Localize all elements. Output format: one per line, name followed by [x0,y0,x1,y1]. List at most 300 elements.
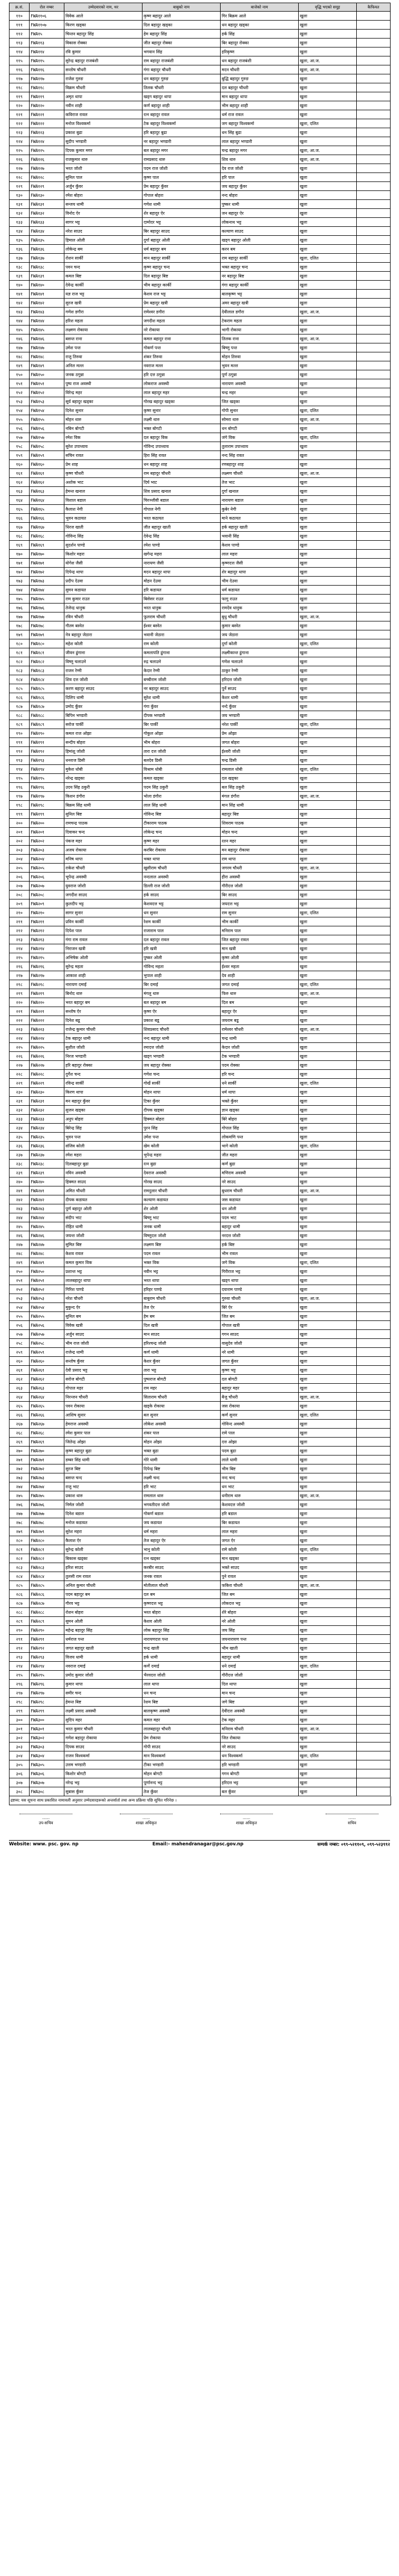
father-name-cell: धर्म बहादुर बम [142,245,221,254]
group-cell: खुला [299,1339,357,1348]
remarks-cell [357,1070,391,1079]
candidate-name-cell: मोहन थारु [64,415,142,424]
roll-number-cell: FWA१९२ [30,747,64,756]
serial-cell: १७० [10,550,30,559]
group-cell: खुला [299,1698,357,1707]
serial-cell: २४० [10,1177,30,1186]
father-name-cell: राम बहादुर चौधरी [142,469,221,478]
grandfather-name-cell: फिरु थारु [221,989,299,998]
roll-number-cell: FWA२७५ [30,1491,64,1500]
table-row [10,675,391,684]
group-cell: खुला [299,756,357,765]
grandfather-name-cell: जय जेठारा [221,630,299,639]
roll-number-cell: FWA२४४ [30,1213,64,1222]
roll-number-cell: FWA१३४ [30,227,64,236]
table-row [10,971,391,980]
serial-cell: २७७ [10,1509,30,1518]
remarks-cell [357,693,391,702]
serial-cell: २५४ [10,1303,30,1312]
father-name-cell: दल बम [142,1590,221,1599]
group-cell: खुला [299,1626,357,1635]
candidate-name-cell: अमृत थापा [64,92,142,101]
table-row [10,164,391,173]
group-cell: खुला [299,953,357,962]
serial-cell: ३०४ [10,1751,30,1760]
serial-cell: १२३ [10,128,30,137]
father-name-cell: हरि दत्त ठगुन्ना [142,370,221,379]
group-cell: खुला [299,1133,357,1142]
remarks-cell [357,191,391,200]
roll-number-cell: FWA१२० [30,101,64,110]
remarks-cell [357,1088,391,1097]
candidate-name-cell: सुरज खत्री [64,299,142,308]
candidate-name-cell: सुरेन्द्र महता [64,962,142,971]
remarks-cell [357,1554,391,1563]
remarks-cell [357,917,391,926]
group-cell: खुला, आ.ज. [299,65,357,74]
table-row [10,586,391,595]
candidate-name-cell: जितेन्द्र ओझा [64,1438,142,1447]
group-cell: खुला [299,83,357,92]
roll-number-cell: FWA१८५ [30,684,64,693]
remarks-cell [357,1653,391,1662]
group-cell: खुला [299,370,357,379]
group-cell: खुला [299,1420,357,1429]
father-name-cell: गोविन्द बिष्ट [142,810,221,819]
serial-cell: २६४ [10,1393,30,1402]
serial-cell: ११७ [10,74,30,83]
grandfather-name-cell: शेर बहादुर थापा [221,568,299,577]
grandfather-name-cell: टेकराम महता [221,317,299,325]
grandfather-name-cell: दयाराम पाण्डे [221,1285,299,1294]
serial-cell: २६२ [10,1375,30,1384]
grandfather-name-cell: केशव पाण्डे [221,541,299,550]
serial-cell: १८० [10,639,30,648]
remarks-cell [357,1491,391,1500]
remarks-cell [357,1689,391,1698]
candidate-name-cell: सुरेश उपाध्याय [64,442,142,451]
grandfather-name-cell: रणबहादुर शाह [221,460,299,469]
grandfather-name-cell: शिवराम पाठक [221,819,299,828]
grandfather-name-cell: राम सुनार [221,908,299,917]
father-name-cell: गोकर्ण पन्त [142,343,221,352]
group-cell: खुला [299,1034,357,1043]
group-cell: खुला [299,1330,357,1339]
group-cell: खुला [299,783,357,792]
roll-number-cell: FWA२५५ [30,1312,64,1321]
remarks-cell [357,1034,391,1043]
serial-cell: ३०७ [10,1778,30,1787]
father-name-cell: भगवतीदत्त जोशी [142,1500,221,1509]
group-cell: खुला [299,1447,357,1455]
table-row [10,1698,391,1707]
father-name-cell: जीत बहादुर रोक्का [142,39,221,47]
remarks-cell [357,702,391,711]
remarks-cell [357,388,391,397]
table-row [10,1527,391,1536]
remarks-cell [357,1698,391,1707]
grandfather-name-cell: पुने रावल [221,1572,299,1581]
roll-number-cell: FWA२२२ [30,1016,64,1025]
grandfather-name-cell: धनीराम थारु [221,1491,299,1500]
father-name-cell: नारायण जैसी [142,559,221,568]
serial-cell: २९५ [10,1671,30,1680]
roll-number-cell: FWA१५४ [30,406,64,415]
remarks-cell [357,738,391,747]
serial-cell: १४० [10,281,30,290]
table-row [10,1249,391,1258]
table-row [10,406,391,415]
grandfather-name-cell: दिल बम [221,998,299,1007]
father-name-cell: भक्त बुढा [142,1447,221,1455]
serial-cell: १३१ [10,200,30,209]
roll-number-cell: FWA२७१ [30,1455,64,1464]
serial-cell: १९१ [10,738,30,747]
grandfather-name-cell: नन्द बोहरा [221,191,299,200]
table-row [10,74,391,83]
serial-cell: २५८ [10,1339,30,1348]
group-cell: खुला, दलित [299,980,357,989]
table-row [10,460,391,469]
father-name-cell: दिल बहादुर बिष्ट [142,272,221,281]
remarks-cell [357,263,391,272]
roll-number-cell: FWA१८६ [30,693,64,702]
group-cell: खुला [299,541,357,550]
candidate-name-cell: अजय रोकाया [64,846,142,855]
table-row [10,334,391,343]
candidate-name-cell: प्रदीप देउवा [64,577,142,586]
grandfather-name-cell: हीरा अवस्थी [221,873,299,882]
group-cell: खुला, दलित [299,908,357,917]
group-cell: खुला [299,523,357,532]
table-row [10,218,391,227]
table-row [10,1151,391,1160]
father-name-cell: रत्न बुढा [142,1160,221,1169]
group-cell: खुला, आ.ज. [299,1491,357,1500]
table-row [10,1402,391,1411]
grandfather-name-cell: भक्ते साउद [221,1563,299,1572]
table-row [10,1626,391,1635]
serial-cell: २८१ [10,1545,30,1554]
grandfather-name-cell: खड्ग थापा [221,1276,299,1285]
remarks-cell [357,1267,391,1276]
remarks-cell [357,317,391,325]
father-name-cell: गोपाल बोहरा [142,191,221,200]
remarks-cell [357,1303,391,1312]
roll-number-cell: FWA२८० [30,1536,64,1545]
father-name-cell: गंगा बहादुर चौधरी [142,65,221,74]
roll-number-cell: FWA१५६ [30,424,64,433]
father-name-cell: देवराज अवस्थी [142,1169,221,1177]
group-cell: खुला [299,1473,357,1482]
remarks-cell [357,514,391,523]
father-name-cell: धन चन्द [142,1689,221,1698]
candidate-name-cell: भरत कुमार चौधरी [64,1725,142,1734]
father-name-cell: चिरञ्जीवी बडाल [142,496,221,505]
father-name-cell: भरत कठायत [142,514,221,523]
roll-number-cell: FWA१३७ [30,254,64,263]
father-name-cell: लक्ष्मी थारु [142,415,221,424]
father-name-cell: कृष्ण बहादुर आले [142,12,221,21]
serial-cell: १६६ [10,514,30,523]
serial-cell: १७८ [10,621,30,630]
roll-number-cell: FWA२८७ [30,1599,64,1608]
candidate-name-cell: युवराज जोशी [64,882,142,890]
serial-cell: १९४ [10,765,30,774]
table-row [10,989,391,998]
serial-cell: ११६ [10,65,30,74]
father-name-cell: कृष्ण बहादुर चन्द [142,263,221,272]
table-row [10,47,391,56]
father-name-cell: रत्न खड्का [142,1554,221,1563]
father-name-cell: विष्णुदत्त जोशी [142,1231,221,1240]
remarks-cell [357,1500,391,1509]
group-cell: खुला [299,281,357,290]
remarks-cell [357,1734,391,1742]
roll-number-cell: FWA२२८ [30,1070,64,1079]
father-name-cell: तेज ऐर [142,1303,221,1312]
table-row [10,236,391,245]
serial-cell: २५५ [10,1312,30,1321]
signature-area [9,1809,390,1840]
candidate-name-cell: नविन अवस्थी [64,1169,142,1177]
table-row [10,1375,391,1384]
serial-cell: १३४ [10,227,30,236]
remarks-cell [357,989,391,998]
table-row [10,801,391,810]
father-name-cell: मान विश्वकर्मा [142,1751,221,1760]
roll-number-cell: FWA१६१ [30,469,64,478]
serial-cell: १२२ [10,119,30,128]
remarks-cell [357,379,391,388]
grandfather-name-cell: नारायण अवस्थी [221,379,299,388]
father-name-cell: रमेश पाण्डे [142,541,221,550]
candidate-name-cell: धिरज खाती [64,523,142,532]
father-name-cell: भोला डंगौरा [142,792,221,801]
father-name-cell: बालकृष्ण अवस्थी [142,1707,221,1716]
remarks-cell [357,595,391,604]
serial-cell: १५७ [10,433,30,442]
roll-number-cell: FWA१४५ [30,325,64,334]
serial-cell: २५९ [10,1348,30,1357]
group-cell: खुला [299,971,357,980]
candidate-name-cell: प्रकाश बुढा [64,128,142,137]
father-name-cell: राम बहादुर राजबंशी [142,56,221,65]
grandfather-name-cell: गोपाल सिंह [221,1124,299,1133]
grandfather-name-cell: हर्क सिंह [221,30,299,39]
table-row [10,317,391,325]
remarks-cell [357,684,391,693]
father-name-cell: सुरेश धामी [142,693,221,702]
roll-number-cell: FWA२१० [30,908,64,917]
roll-number-cell: FWA१२८ [30,173,64,182]
roll-number-cell: FWA११०६ [30,12,64,21]
father-name-cell: रत्न बहादुर रावल [142,110,221,119]
serial-cell: २३१ [10,1097,30,1106]
group-cell: खुला [299,1061,357,1070]
father-name-cell: पुष्कर ओली [142,953,221,962]
father-name-cell: गोपी साउद [142,1742,221,1751]
roll-number-cell: FWA१८७ [30,702,64,711]
grandfather-name-cell: नरे ओली [221,1617,299,1626]
remarks-cell [357,604,391,612]
father-name-cell: मदन बहादुर थापा [142,568,221,577]
candidate-name-cell: रमेश विक [64,433,142,442]
group-cell: खुला [299,272,357,281]
serial-cell: १९० [10,729,30,738]
roll-number-cell: FWA१६५ [30,505,64,514]
serial-cell: २४२ [10,1195,30,1204]
candidate-name-cell: रोशन बोहरा [64,1608,142,1617]
serial-cell: ११८ [10,83,30,92]
table-row [10,299,391,308]
group-cell: खुला [299,559,357,568]
father-name-cell: रामलाल थारु [142,1491,221,1500]
serial-cell: ११५ [10,56,30,65]
group-cell: खुला [299,137,357,146]
signer-role: शाखा अधिकृत [236,1821,257,1825]
table-row [10,738,391,747]
group-cell: खुला [299,1204,357,1213]
grandfather-name-cell: माने कठायत [221,514,299,523]
serial-cell: १२१ [10,110,30,119]
grandfather-name-cell: बल कुँवर [221,1787,299,1796]
roll-number-cell: FWA२१५ [30,953,64,962]
serial-cell: २८६ [10,1590,30,1599]
group-cell: खुला [299,74,357,83]
serial-cell: २४४ [10,1213,30,1222]
serial-cell: २०९ [10,899,30,908]
roll-number-cell: FWA२०५ [30,864,64,873]
group-cell: खुला [299,550,357,559]
remarks-cell [357,819,391,828]
group-cell: खुला [299,1177,357,1186]
serial-cell: १९७ [10,792,30,801]
remarks-cell [357,128,391,137]
candidate-name-cell: संजिव कोली [64,1142,142,1151]
grandfather-name-cell: रामदेव धानुक [221,604,299,612]
group-cell: खुला, आ.ज. [299,334,357,343]
table-row [10,343,391,352]
father-name-cell: रुद्र चलाउने [142,657,221,666]
roll-number-cell: FWA१४३ [30,308,64,317]
group-cell: खुला [299,1536,357,1545]
roll-number-cell: FWA२५१ [30,1276,64,1285]
group-cell: खुला [299,1429,357,1438]
father-name-cell: बिष्णु भाट [142,1213,221,1222]
table-row [10,1097,391,1106]
candidate-name-cell: हिमांशु जोशी [64,747,142,756]
grandfather-name-cell: धन ओली [221,1204,299,1213]
candidate-name-cell: राजेन्द्र कुमार चौधरी [64,1025,142,1034]
remarks-cell [357,630,391,639]
table-row [10,1608,391,1617]
candidate-name-cell: मनोज विश्वकर्मा [64,119,142,128]
remarks-cell [357,864,391,873]
candidate-name-cell: संदीप भाट [64,1213,142,1222]
roll-number-cell: FWA१२१ [30,110,64,119]
remarks-cell [357,343,391,352]
table-row [10,379,391,388]
candidate-name-cell: कुलदीप भट्ट [64,899,142,908]
table-row [10,1617,391,1626]
roll-number-cell: FWA२६९ [30,1438,64,1447]
group-cell: खुला [299,164,357,173]
roll-number-cell: FWA२५६ [30,1321,64,1330]
candidate-name-cell: राजु भाट [64,1482,142,1491]
grandfather-name-cell: लोकदत्त भट्ट [221,1599,299,1608]
group-cell: खुला [299,128,357,137]
candidate-name-cell: धनराज डिसी [64,756,142,765]
roll-number-cell: FWA२९२ [30,1644,64,1653]
grandfather-name-cell: बिरे ऐर [221,1303,299,1312]
grandfather-name-cell: अमर बहादुर खत्री [221,299,299,308]
roll-number-cell: FWA१६६ [30,514,64,523]
table-row [10,478,391,487]
roll-number-cell: FWA२३७ [30,1151,64,1160]
header-candidate-name: उम्मेदवारको नाम, थर [64,3,142,12]
remarks-cell [357,621,391,630]
table-row [10,325,391,334]
father-name-cell: केशर कुँवर [142,1357,221,1366]
grandfather-name-cell: प्रेम ओझा [221,729,299,738]
table-row [10,1563,391,1572]
roll-number-cell: FWA१७४ [30,586,64,595]
remarks-cell [357,1124,391,1133]
serial-cell: २५० [10,1267,30,1276]
table-row [10,1330,391,1339]
roll-number-cell: FWA२३३ [30,1115,64,1124]
candidate-name-cell: सुदर्शन पाण्डे [64,541,142,550]
table-row [10,1778,391,1787]
remarks-cell [357,155,391,164]
father-name-cell: मोतीलाल चौधरी [142,1581,221,1590]
father-name-cell: खड्ग भण्डारी [142,1052,221,1061]
roll-number-cell: FWA१४० [30,281,64,290]
remarks-cell [357,370,391,379]
father-name-cell: भक्त विक [142,1258,221,1267]
remarks-cell [357,559,391,568]
grandfather-name-cell: कर्ण बुढा [221,1160,299,1169]
table-row [10,595,391,604]
father-name-cell: नारायणदत्त पन्त [142,1635,221,1644]
grandfather-name-cell: दुर्गा कोली [221,639,299,648]
grandfather-name-cell: मान चन्द [221,1689,299,1698]
candidate-name-cell: कमल राज ओझा [64,729,142,738]
roll-number-cell: FWA२०३ [30,846,64,855]
grandfather-name-cell: नरे साउद [221,1177,299,1186]
father-name-cell: कर्ण बहादुर शाही [142,101,221,110]
candidate-name-cell: प्रकाश थारु [64,1491,142,1500]
roll-number-cell: FWA२४७ [30,1240,64,1249]
father-name-cell: बल सुनार [142,1411,221,1420]
table-row [10,532,391,541]
grandfather-name-cell: गोपाल खत्री [221,1321,299,1330]
father-name-cell: मान साउद [142,1330,221,1339]
roll-number-cell: FWA१९० [30,729,64,738]
roll-number-cell: FWA१६२ [30,478,64,487]
roll-number-cell: FWA१२४ [30,137,64,146]
header-grandfather-name: बाजेको नाम [221,3,299,12]
table-row [10,1285,391,1294]
remarks-cell [357,1025,391,1034]
remarks-cell [357,1438,391,1447]
grandfather-name-cell: जित बहादुर रावल [221,935,299,944]
table-row [10,173,391,182]
table-row [10,1070,391,1079]
serial-cell: ३०८ [10,1787,30,1796]
father-name-cell: रामदुलार चौधरी [142,1186,221,1195]
